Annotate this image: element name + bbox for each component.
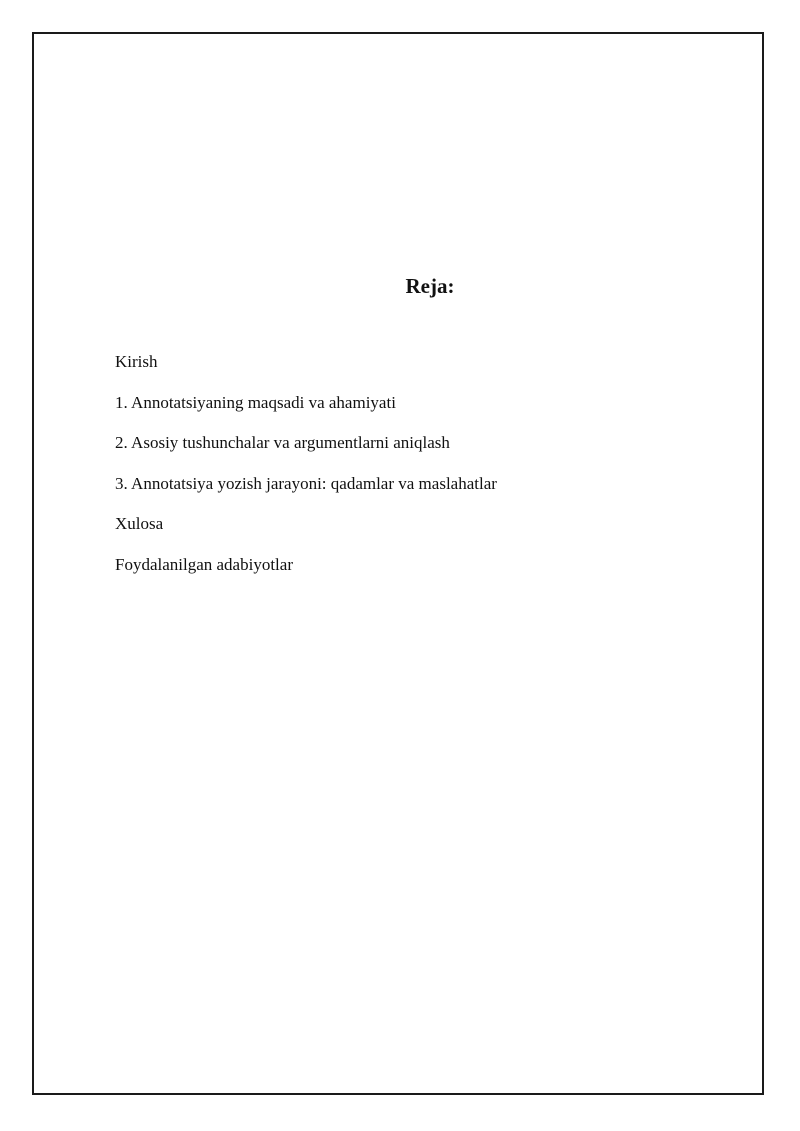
plan-item-conclusion: Xulosa: [115, 514, 164, 533]
plan-item-section-2: 2. Asosiy tushunchalar va argumentlarni aniqlash: [115, 433, 450, 452]
plan-item-section-3: 3. Annotatsiya yozish jarayoni: qadamlar va maslahatlar: [115, 473, 497, 493]
plan-item-section-1: 1. Annotatsiyaning maqsadi va ahamiyati: [115, 392, 396, 412]
plan-item-references: Foydalanilgan adabiyotlar: [115, 554, 293, 574]
plan-title: Reja:: [405, 274, 455, 298]
plan-item-introduction: Kirish: [115, 352, 158, 371]
plan-list: [115, 352, 497, 595]
